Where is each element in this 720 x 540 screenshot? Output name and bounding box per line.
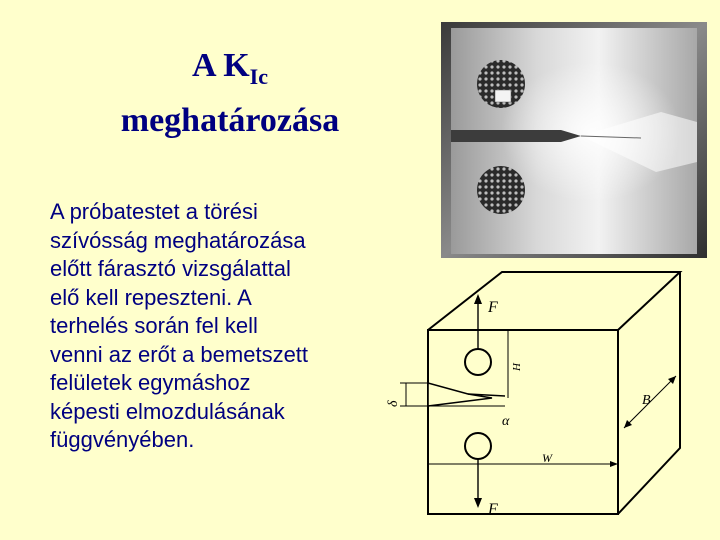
label-tag — [495, 90, 511, 102]
body-paragraph — [50, 198, 370, 455]
label-force-top: F — [488, 299, 498, 316]
ct-specimen-diagram — [380, 268, 720, 540]
label-W: W — [542, 451, 552, 465]
title-subscript: Ic — [249, 64, 268, 89]
notch-slot — [451, 130, 581, 142]
title-main: A K — [192, 47, 250, 84]
body-line: előtt fárasztó vizsgálattal — [50, 256, 291, 281]
arrowhead-top — [474, 294, 482, 304]
body-line: szívósság meghatározása — [50, 227, 306, 253]
label-B: B — [642, 393, 651, 408]
body-line: képesti elmozdulásának — [50, 398, 285, 424]
body-line: felületek egymáshoz — [50, 370, 251, 395]
body-line: elő kell repeszteni. A — [50, 284, 252, 310]
hole-lower — [465, 433, 491, 459]
specimen-photo — [441, 22, 707, 258]
body-line: terhelés során fel kell — [50, 313, 258, 338]
slide-title — [60, 44, 400, 143]
body-line: venni az erőt a bemetszett — [50, 341, 309, 367]
label-H: H — [511, 363, 523, 371]
body-line: függvényében. — [50, 427, 195, 452]
body-line: A próbatestet a törési — [50, 199, 258, 224]
label-delta: δ — [386, 400, 401, 407]
pin-hole-lower — [477, 166, 525, 214]
title-line2: meghatározása — [120, 102, 340, 139]
label-force-bottom: F — [488, 501, 498, 518]
label-alpha: α — [502, 414, 510, 429]
hole-upper — [465, 349, 491, 375]
arrowhead-bottom — [474, 498, 482, 508]
